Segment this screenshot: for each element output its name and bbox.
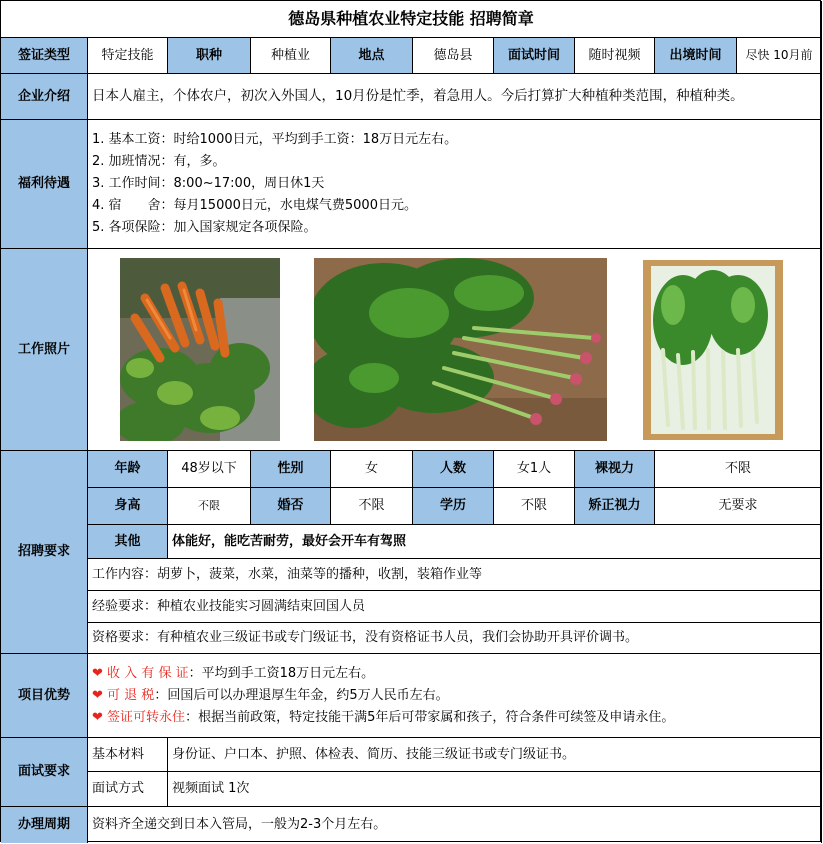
benefit-line: 1. 基本工资：时给1000日元，平均到手工资：18万日元左右。 bbox=[92, 132, 458, 147]
job-type-label: 职种 bbox=[168, 38, 251, 74]
visa-type-label: 签证类型 bbox=[1, 38, 88, 74]
advantage-key: 收 入 有 保 证 bbox=[107, 665, 189, 681]
gender-value: 女 bbox=[331, 451, 413, 488]
experience-requirement: 经验要求：种植农业技能实习圆满结束回国人员 bbox=[88, 591, 822, 623]
qualification-requirement: 资格要求：有种植农业三级证书或专门级证书，没有资格证书人员，我们会协助开具评价调书。 bbox=[88, 623, 822, 654]
advantage-item bbox=[92, 707, 674, 729]
interview-method-value: 视频面试 1次 bbox=[168, 772, 822, 807]
location-label: 地点 bbox=[331, 38, 413, 74]
gender-label: 性别 bbox=[251, 451, 331, 488]
page-title: 德岛県种植农业特定技能 招聘简章 bbox=[1, 1, 822, 38]
marriage-label: 婚否 bbox=[251, 488, 331, 525]
departure-time-value: 尽快 10月前 bbox=[737, 38, 822, 74]
processing-period-text: 资料齐全递交到日本入管局，一般为2-3个月左右。 bbox=[88, 807, 822, 843]
benefits-label: 福利待遇 bbox=[1, 120, 88, 249]
height-value: 不限 bbox=[168, 488, 251, 525]
materials-label: 基本材料 bbox=[88, 738, 168, 772]
headcount-value: 女1人 bbox=[494, 451, 575, 488]
work-photos-area bbox=[88, 249, 822, 451]
heart-icon: ❤ bbox=[92, 665, 103, 681]
advantage-item bbox=[92, 663, 374, 685]
advantage-text: ：平均到手工资18万日元左右。 bbox=[188, 665, 375, 681]
height-label: 身高 bbox=[88, 488, 168, 525]
naked-eye-value: 不限 bbox=[655, 451, 822, 488]
age-label: 年龄 bbox=[88, 451, 168, 488]
benefit-line: 2. 加班情况：有，多。 bbox=[92, 154, 226, 169]
marriage-value: 不限 bbox=[331, 488, 413, 525]
education-label: 学历 bbox=[413, 488, 494, 525]
education-value: 不限 bbox=[494, 488, 575, 525]
mizuna-photo bbox=[643, 260, 783, 440]
advantage-key: 可 退 税 bbox=[107, 687, 155, 703]
carrots-photo bbox=[120, 258, 280, 441]
advantages-label: 项目优势 bbox=[1, 654, 88, 738]
benefit-line: 4. 宿 舍：每月15000日元，水电煤气费5000日元。 bbox=[92, 198, 417, 213]
corrected-eye-value: 无要求 bbox=[655, 488, 822, 525]
other-value: 体能好，能吃苦耐劳，最好会开车有驾照 bbox=[168, 525, 822, 559]
advantage-key: 签证可转永住 bbox=[107, 709, 186, 725]
benefits-list bbox=[88, 120, 822, 249]
advantage-text: ：根据当前政策，特定技能干满5年后可带家属和孩子，符合条件可续签及申请永住。 bbox=[185, 709, 675, 725]
company-intro-label: 企业介绍 bbox=[1, 74, 88, 120]
requirements-label: 招聘要求 bbox=[1, 451, 88, 654]
interview-time-label: 面试时间 bbox=[494, 38, 575, 74]
materials-value: 身份证、户口本、护照、体检表、简历、技能三级证书或专门级证书。 bbox=[168, 738, 822, 772]
interview-req-label: 面试要求 bbox=[1, 738, 88, 807]
work-content: 工作内容：胡萝卜，菠菜，水菜，油菜等的播种，收割，装箱作业等 bbox=[88, 559, 822, 591]
work-photos-label: 工作照片 bbox=[1, 249, 88, 451]
processing-period-label: 办理周期 bbox=[1, 807, 88, 843]
interview-method-label: 面试方式 bbox=[88, 772, 168, 807]
advantage-text: ：回国后可以办理退厚生年金，约5万人民币左右。 bbox=[154, 687, 449, 703]
interview-time-value: 随时视频 bbox=[575, 38, 655, 74]
visa-type-value: 特定技能 bbox=[88, 38, 168, 74]
advantage-item bbox=[92, 685, 449, 707]
company-intro-text: 日本人雇主，个体农户，初次入外国人，10月份是忙季，着急用人。今后打算扩大种植种类范围，种植种类。 bbox=[88, 74, 822, 120]
naked-eye-label: 裸视力 bbox=[575, 451, 655, 488]
job-type-value: 种植业 bbox=[251, 38, 331, 74]
corrected-eye-label: 矫正视力 bbox=[575, 488, 655, 525]
location-value: 德岛县 bbox=[413, 38, 494, 74]
other-label: 其他 bbox=[88, 525, 168, 559]
age-value: 48岁以下 bbox=[168, 451, 251, 488]
spinach-photo bbox=[314, 258, 607, 441]
advantages-list bbox=[88, 654, 822, 738]
heart-icon: ❤ bbox=[92, 687, 103, 703]
benefit-line: 3. 工作时间：8:00~17:00，周日休1天 bbox=[92, 176, 325, 191]
heart-icon: ❤ bbox=[92, 709, 103, 725]
benefit-line: 5. 各项保险：加入国家规定各项保险。 bbox=[92, 220, 317, 235]
departure-time-label: 出境时间 bbox=[655, 38, 737, 74]
headcount-label: 人数 bbox=[413, 451, 494, 488]
